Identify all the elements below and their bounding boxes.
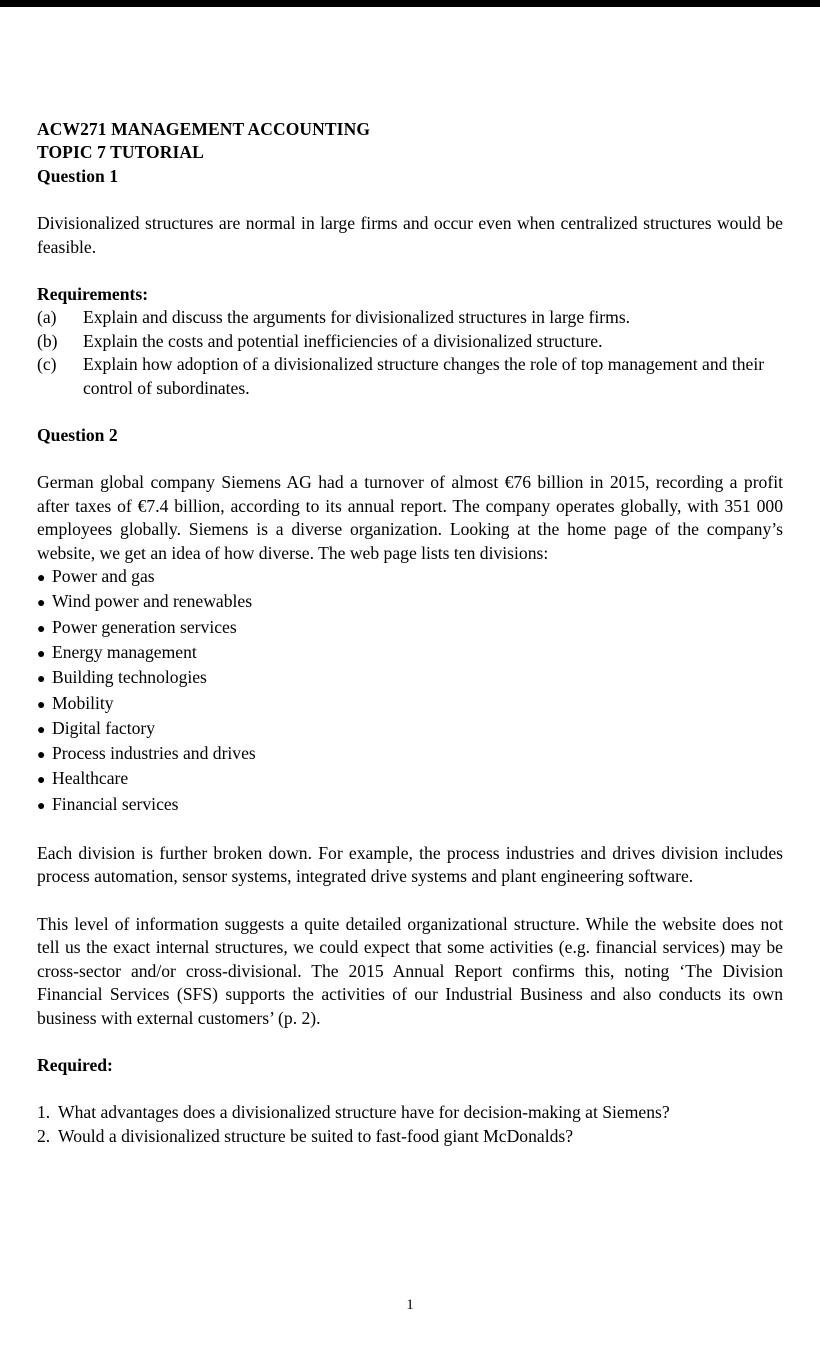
bullet-icon: ● [37, 571, 46, 587]
list-item [37, 1101, 783, 1124]
list-item [37, 641, 783, 666]
document-title-block [37, 118, 783, 188]
list-item-text: Power and gas [52, 566, 155, 587]
list-item [37, 565, 783, 590]
requirements-label-row [37, 283, 783, 306]
question-1-heading: Question 1 [37, 165, 119, 186]
bullet-icon: ● [37, 697, 46, 713]
requirements-label: Requirements [37, 284, 143, 305]
spacer [37, 1030, 783, 1054]
question-2-paragraph-2: Each division is further broken down. For example, the process industries and drives division includes process automation, sensor systems, integrated drive systems and plant engineering software. [37, 843, 783, 887]
list-item [37, 717, 783, 742]
list-item-text: Explain how adoption of a divisionalized structure changes the role of top management and their control of subordinates. [83, 354, 765, 398]
question-2-heading: Question 2 [37, 425, 118, 446]
required-label: Required: [37, 1054, 113, 1075]
list-item [37, 1125, 783, 1148]
document-body [37, 118, 783, 1148]
list-item-text: Power generation services [52, 616, 237, 637]
page-number: 1 [406, 1297, 414, 1313]
list-item-text: What advantages does a divisionalized structure have for decision-making at Siemens? [58, 1102, 670, 1123]
list-item-text: Explain and discuss the arguments for divisionalized structures in large firms. [83, 307, 631, 328]
bullet-icon: ● [37, 773, 46, 789]
list-item-text: Process industries and drives [52, 743, 256, 764]
spacer [37, 889, 783, 913]
question-2-paragraph-3: This level of information suggests a quite detailed organizational structure. While the website does not tell us the exact internal structures, we could expect that some activities (e.g. financial services) may be cross-sector and/or cross-divisional. The 2015 Annual Report confirms this, noting ‘The Division Financial Services (SFS) supports the activities of our Industrial Business and also conducts its own business with external customers’ (p. 2). [37, 913, 783, 1028]
question-2-paragraph-1: German global company Siemens AG had a turnover of almost €76 billion in 2015, recording a profit after taxes of €7.4 billion, according to its annual report. The company operates globally, with 351 000 employees globally. Siemens is a diverse organization. Looking at the home page of the company’s website, we get an idea of how diverse. The web page lists ten divisions: [37, 472, 783, 563]
list-item-marker: 1. [37, 1102, 51, 1123]
list-item [37, 692, 783, 717]
siemens-divisions-list [37, 565, 783, 818]
bullet-icon: ● [37, 621, 46, 637]
list-item-marker: (b) [37, 330, 58, 351]
topic-title: TOPIC 7 TUTORIAL [37, 142, 204, 163]
list-item [37, 306, 783, 329]
bullet-icon: ● [37, 748, 46, 764]
list-item [37, 330, 783, 353]
list-item [37, 666, 783, 691]
list-item [37, 793, 783, 818]
course-title: ACW271 MANAGEMENT ACCOUNTING [37, 119, 371, 139]
bullet-icon: ● [37, 722, 46, 738]
list-item-text: Energy management [52, 641, 197, 662]
requirements-label-colon: : [142, 284, 149, 305]
required-questions-list [37, 1101, 783, 1148]
list-item-marker: (a) [37, 307, 57, 328]
spacer [37, 400, 783, 424]
list-item [37, 742, 783, 767]
list-item-text: Digital factory [52, 717, 156, 738]
list-item-text: Mobility [52, 692, 114, 713]
list-item [37, 353, 783, 400]
spacer [37, 447, 783, 471]
spacer [37, 818, 783, 842]
list-item [37, 616, 783, 641]
question-1-intro-paragraph: Divisionalized structures are normal in large firms and occur even when centralized structures would be feasible. [37, 213, 783, 257]
spacer [37, 1077, 783, 1101]
list-item [37, 767, 783, 792]
scan-edge-bar [0, 0, 820, 7]
list-item-text: Explain the costs and potential inefficiencies of a divisionalized structure. [83, 330, 603, 351]
list-item-marker: (c) [37, 354, 57, 375]
bullet-icon: ● [37, 672, 46, 688]
list-item-text: Financial services [52, 793, 179, 814]
bullet-icon: ● [37, 646, 46, 662]
list-item-text: Wind power and renewables [52, 591, 253, 612]
spacer [37, 188, 783, 212]
list-item-text: Would a divisionalized structure be suited to fast-food giant McDonalds? [58, 1125, 574, 1146]
requirements-list [37, 306, 783, 400]
list-item-text: Healthcare [52, 768, 129, 789]
bullet-icon: ● [37, 596, 46, 612]
bullet-icon: ● [37, 798, 46, 814]
list-item [37, 590, 783, 615]
list-item-marker: 2. [37, 1125, 51, 1146]
list-item-text: Building technologies [52, 667, 207, 688]
spacer [37, 259, 783, 283]
